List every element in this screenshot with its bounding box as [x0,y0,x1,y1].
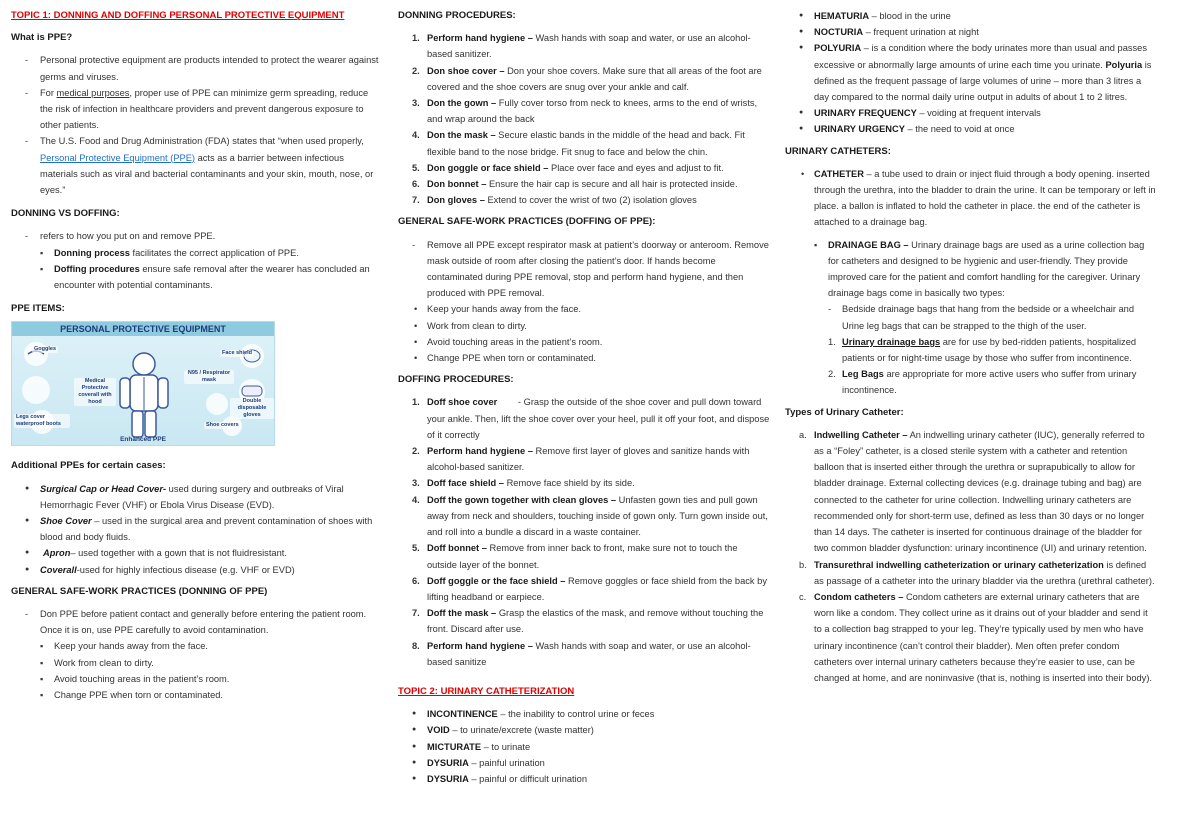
list-item: ● Shoe Cover – used in the surgical area and prevent contamination of shoes with blood and body fluids. [11,513,383,545]
list-item: • CATHETER – a tube used to drain or inject fluid through a body opening. inserted through the urethra, into the bladder to drain the urine. It can be temporary or left in place. a ballon is inflated to hold the catheter in place. the end of the catheter is attached to a drainage bag. [785,166,1157,231]
urinary-terms-list-cont [785,8,1157,138]
list-item: 3. Don the gown – Fully cover torso from neck to knees, arms to the end of wrists, and wrap around the back [412,98,758,125]
gswp-donning-list [11,606,383,638]
list-item: • Change PPE when torn or contaminated. [398,350,770,366]
list-item: - Remove all PPE except respirator mask at patient’s doorway or anteroom. Remove mask outside of room after closing the patient’s door. If hands become contaminated during PPE removal, stop and perform hand hygiene, and then produced with PPE removal. [398,237,770,302]
list-item: 4. Doff the gown together with clean gloves – Unfasten gown ties and pull gown away from neck and shoulders, touching inside of gown only. Turn gown inside out, and roll into a bundle a discard in a waste container. [412,494,768,538]
topic-2-title: TOPIC 2: URINARY CATHETERIZATION [398,685,575,697]
list-item: 1. Perform hand hygiene – Wash hands with soap and water, or use an alcohol-based sanitizer. [412,33,751,60]
doffing-procedures-heading: DOFFING PROCEDURES: [398,374,514,386]
donning-procedure-list [398,30,770,208]
list-item: a. Indwelling Catheter – An indwelling urinary catheter (IUC), generally referred to as a “Foley” catheter, is a closed sterile system with a catheter and retention balloon that is inserted either through the urethra or suprapubically to allow for bladder drainage. External collecting devices (e.g. drainage tubing and bag) are connected to the catheter for urine collection. Indwelling urinary catheters are recommended only for short-term use, defined as less than 30 days or no longer than 14 days. The catheter is inserted for continuous drainage of the bladder for two common bladder dysfunction: urinary incontinence (UI) and urinary retention. [799,429,1147,554]
list-item: 1. Urinary drainage bags are for use by bed-ridden patients, hospitalized patients or for night-time usage by those who suffer from incontinence. [828,336,1137,364]
list-item: ● MICTURATE – to urinate [398,739,770,755]
list-item: 2. Don shoe cover – Don your shoe covers. Make sure that all areas of the foot are covered and the shoe covers are snug over your ankle and calf. [412,65,762,92]
list-item: ● DYSURIA – painful or difficult urination [398,771,770,787]
list-item: - Bedside drainage bags that hang from the bedside or a wheelchair and Urine leg bags that can be strapped to the thigh of the user. [785,301,1157,333]
list-item: - Don PPE before patient contact and generally before entering the patient room. Once it is on, use PPE carefully to avoid contamination. [11,606,383,638]
list-item: ▪ DRAINAGE BAG – Urinary drainage bags are used as a urine collection bag for catheters and designed to be hygienic and user-friendly. They provide improved care for the patient and comfort handling for the caregiver. Urinary drainage bags come in basically two types: [785,237,1157,302]
list-item: 7. Don gloves – Extend to cover the wrist of two (2) isolation gloves [412,195,697,206]
additional-ppe-list [11,481,383,578]
medical-purposes-link[interactable]: medical purposes [56,87,130,98]
list-item: ● VOID – to urinate/excrete (waste matter) [398,722,770,738]
list-item: ● POLYURIA – is a condition where the body urinates more than usual and passes excessive or abnormally large amounts of urine each time you urinate. Polyuria is defined as the frequent passage of large volumes of urine – more than 3 litres a day compared to the normal daily urine output in adults of about 1 to 2 litres. [785,40,1157,105]
list-item: - refers to how you put on and remove PPE. [11,228,383,244]
gswp-doffing-sub-list [398,301,770,366]
infographic-title: PERSONAL PROTECTIVE EQUIPMENT [60,324,226,335]
drainage-sub-list [785,301,1157,333]
what-is-ppe-heading: What is PPE? [11,32,73,44]
list-item: c. Condom catheters – Condom catheters are external urinary catheters that are worn like a condom. They collect urine as it drains out of your bladder and send it to a collection bag strapped to your leg. They’re typically used by men who have urinary incontinence (can’t control their bladder). Men often prefer condom catheters over internal urinary catheters because they’re easier to use, can be changed at home, and are noninvasive (that is, nothing is inserted into their body). [799,591,1152,683]
topic-1-title: TOPIC 1: DONNING AND DOFFING PERSONAL PROTECTIVE EQUIPMENT [11,10,345,21]
donning-procedures-heading: DONNING PROCEDURES: [398,10,516,21]
dvd-sub-list [11,245,383,294]
ppe-definition-list [11,52,383,198]
list-item: 8. Perform hand hygiene – Wash hands with soap and water, or use an alcohol-based sanitize [412,640,751,667]
column-2 [398,8,770,787]
drainage-bag-list [785,237,1157,302]
list-item: - For medical purposes, proper use of PPE can minimize germ spreading, reduce the risk of infection in healthcare providers and prevent dangerous exposure to other patients. [11,85,383,134]
ppe-link[interactable]: Personal Protective Equipment (PPE) [40,152,196,163]
types-heading: Types of Urinary Catheter: [785,406,904,418]
drainage-types-list [785,334,1157,399]
double-gloves-label: Double disposable gloves [230,398,274,419]
donning-vs-doffing-heading: DONNING VS DOFFING: [11,208,120,220]
list-item: ● URINARY URGENCY – the need to void at once [785,121,1157,137]
list-item: • Keep your hands away from the face. [398,301,770,317]
list-item: ● URINARY FREQUENCY – voiding at frequent intervals [785,105,1157,121]
ppe-infographic [11,321,275,446]
list-item: - The U.S. Food and Drug Administration (FDA) states that “when used properly, Personal Protective Equipment (PPE) acts as a barrier between infectious materials such as viral and bacterial contaminants and your skin, mouth, nose, or eyes.” [11,133,383,198]
list-item: ▪ Work from clean to dirty. [11,655,383,671]
list-item: 6. Don bonnet – Ensure the hair cap is secure and all hair is protected inside. [412,179,738,190]
dvd-list [11,228,383,244]
list-item: ● HEMATURIA – blood in the urine [785,8,1157,24]
list-item: ▪ Avoid touching areas in the patient’s room. [11,671,383,687]
list-item: • Work from clean to dirty. [398,318,770,334]
urinary-catheters-heading: URINARY CATHETERS: [785,145,891,157]
list-item: ● DYSURIA – painful urination [398,755,770,771]
list-item: ▪ Change PPE when torn or contaminated. [11,687,383,703]
urinary-terms-list [398,706,770,787]
list-item: 2. Perform hand hygiene – Remove first layer of gloves and sanitize hands with alcohol-based sanitizer. [412,446,750,473]
list-item: ▪ Donning process facilitates the correct application of PPE. [11,245,383,261]
doffing-procedure-list [398,394,770,669]
coverall-label: Medical Protective coverall with hood [74,378,116,406]
n95-label: N95 / Respirator mask [184,370,234,384]
gswp-doffing-list [398,237,770,302]
list-item: ● INCONTINENCE – the inability to control urine or feces [398,706,770,722]
gswp-donning-sub-list [11,638,383,703]
list-item: 6. Doff goggle or the face shield – Remove goggles or face shield from the back by lifting headband or earpiece. [412,575,767,602]
list-item: ▪ Doffing procedures ensure safe removal after the wearer has concluded an encounter with potential contaminants. [11,261,383,293]
shoe-covers-label: Shoe covers [206,422,239,429]
list-item: 4. Don the mask – Secure elastic bands in the middle of the head and back. Fit flexible band to the nose bridge. Fit snug to face and below the chin. [412,130,745,157]
list-item: 7. Doff the mask – Grasp the elastics of the mask, and remove without touching the front. Discard after use. [412,608,764,635]
list-item: ▪ Keep your hands away from the face. [11,638,383,654]
gswp-donning-heading: GENERAL SAFE-WORK PRACTICES (DONNING OF PPE) [11,585,268,597]
goggles-label: Goggles [34,346,57,353]
additional-ppe-heading: Additional PPEs for certain cases: [11,460,166,472]
catheter-list [785,166,1157,231]
list-item: 3. Doff face shield – Remove face shield by its side. [412,478,635,489]
list-item: 5. Doff bonnet – Remove from inner back to front, make sure not to touch the outside layer of the bonnet. [412,543,738,570]
leg-covers-label: Legs cover waterproof boots [14,414,70,428]
ppe-items-heading: PPE ITEMS: [11,303,65,315]
list-item: ● NOCTURIA – frequent urination at night [785,24,1157,40]
list-item: 2. Leg Bags are appropriate for more active users who suffer from urinary incontinence. [828,369,1137,396]
column-3 [785,8,1157,686]
column-1 [11,8,383,703]
list-item: ● Apron– used together with a gown that is not fluidresistant. [11,545,383,561]
face-shield-label: Face shield [222,350,252,357]
list-item: 5. Don goggle or face shield – Place over face and eyes and adjust to fit. [412,162,724,173]
list-item: ● Coverall-used for highly infectious disease (e.g. VHF or EVD) [11,562,383,578]
list-item: ● Surgical Cap or Head Cover- used during surgery and outbreaks of Viral Hemorrhagic Fever (VHF) or Ebola Virus Disease (EVD). [11,481,383,513]
gswp-doffing-heading: GENERAL SAFE-WORK PRACTICES (DOFFING OF PPE): [398,216,656,228]
list-item: 1. Doff shoe cover - Grasp the outside of the shoe cover and pull down toward your ankle. Then, lift the shoe cover over your heel, pull it off your foot, and dispose of it correctly [412,397,772,440]
list-item: b. Transurethral indwelling catheterization or urinary catheterization is defined as passage of a catheter into the urinary bladder via the urethra (urethral catheter). [799,559,1155,586]
catheter-types-list [785,427,1157,686]
list-item: • Avoid touching areas in the patient’s room. [398,334,770,350]
list-item: - Personal protective equipment are products intended to protect the wearer against germs and viruses. [11,52,383,84]
enhanced-ppe-label: Enhanced PPE [120,436,166,444]
